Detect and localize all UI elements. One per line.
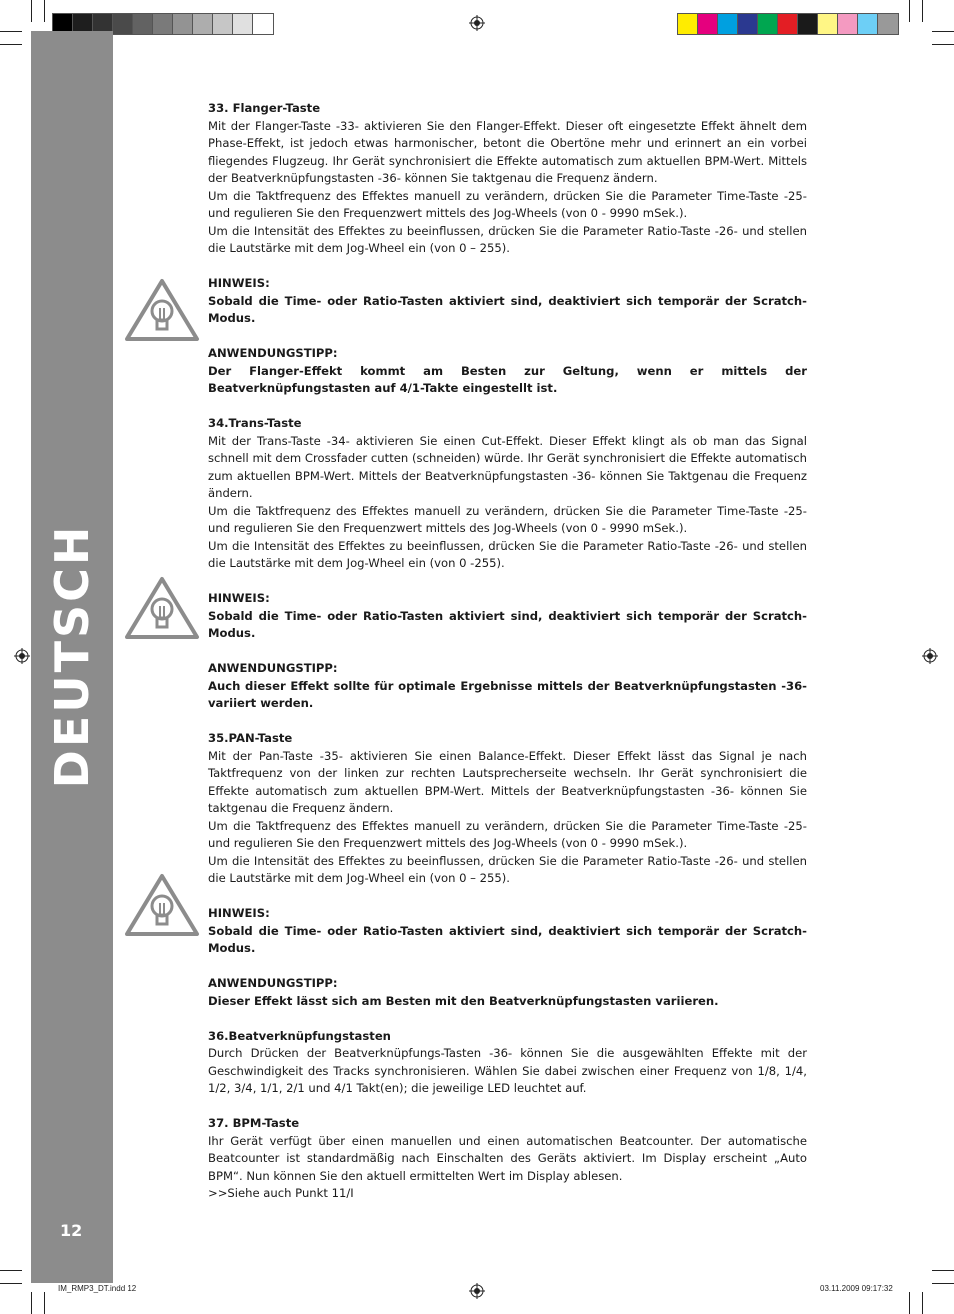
- cross-reference: >>Siehe auch Punkt 11/I: [208, 1186, 354, 1200]
- paragraph: Um die Taktfrequenz des Effektes manuell zu verändern, drücken Sie die Parameter Time-Taste -25- und regulieren Sie den Frequenzwert mittels des Jog-Wheels (von 0 - 9990 mSek.).: [208, 188, 807, 220]
- footer-filename: IM_RMP3_DT.indd 12: [58, 1284, 137, 1293]
- footer-timestamp: 03.11.2009 09:17:32: [820, 1284, 893, 1293]
- paragraph: Um die Intensität des Effektes zu beeinflussen, drücken Sie die Parameter Ratio-Taste -26- und stellen die Lautstärke mit dem Jog-Wheel ein (von 0 -255).: [208, 538, 807, 570]
- color-swatch: [778, 14, 798, 34]
- crop-mark: [932, 1283, 954, 1284]
- crop-mark: [31, 0, 32, 22]
- paragraph: Um die Intensität des Effektes zu beeinflussen, drücken Sie die Parameter Ratio-Taste -26- und stellen die Lautstärke mit dem Jog-Wheel ein (von 0 – 255).: [208, 223, 807, 255]
- section-title: 34.Trans-Taste: [208, 416, 302, 430]
- crop-mark: [932, 1270, 954, 1271]
- paragraph: Um die Intensität des Effektes zu beeinflussen, drücken Sie die Parameter Ratio-Taste -26- und stellen die Lautstärke mit dem Jog-Wheel ein (von 0 – 255).: [208, 853, 807, 885]
- paragraph: Mit der Flanger-Taste -33- aktivieren Sie den Flanger-Effekt. Dieser oft eingesetzte Effekt ähnelt dem Phase-Effekt, ist jedoch etwas harmonischer, betont die Obertöne mehr und erinnert an ein vorbei fliegendes Flugzeug. Ihr Gerät synchronisiert die Effekte automatisch zum aktuellen BPM-Wert. Mittels der Beatverknüpfungstasten -36- können Sie taktgenau die Frequenz ändern.: [208, 118, 807, 185]
- paragraph: Mit der Trans-Taste -34- aktivieren Sie einen Cut-Effekt. Dieser Effekt klingt als ob man das Signal schnell mit dem Crossfader cutten (schneiden) würde. Ihr Gerät synchronisiert die Effekte automatisch zum aktuellen BPM-Wert. Mittels der Beatverknüpfungstasten -36- können Sie Taktgenau die Frequenz ändern.: [208, 433, 807, 500]
- color-swatch: [233, 14, 253, 34]
- paragraph: Durch Drücken der Beatverknüpfungs-Tasten -36- können Sie die ausgewählten Effekte mit der Geschwindigkeit des Tracks synchronisieren. Wählen Sie dabei zwischen einer Frequenz von 1/8, 1/4, 1/2, 3/4, 1/1, 2/1 und 4/1 Takt(en); die jeweilige LED leuchtet auf.: [208, 1046, 807, 1095]
- process-color-bar: [677, 13, 899, 35]
- paragraph: Um die Taktfrequenz des Effektes manuell zu verändern, drücken Sie die Parameter Time-Taste -25- und regulieren Sie den Frequenzwert mittels des Jog-Wheels (von 0 - 9990 mSek.).: [208, 503, 807, 535]
- tip-text: Dieser Effekt lässt sich am Besten mit den Beatverknüpfungstasten variieren.: [208, 993, 719, 1008]
- registration-mark-icon: [922, 648, 938, 664]
- tip-label: ANWENDUNGSTIPP:: [208, 976, 338, 990]
- paragraph: Ihr Gerät verfügt über einen manuellen und einen automatischen Beatcounter. Der automatische Beatcounter ist standardmäßig nach Einschalten des Geräts aktiviert. Im Display erscheint „Auto BPM“. Nun können Sie den aktuell ermittelten Wert im Display ablesen.: [208, 1133, 807, 1183]
- language-title: DEUTSCH: [45, 523, 99, 789]
- crop-mark: [932, 31, 954, 32]
- crop-mark: [932, 44, 954, 45]
- color-swatch: [153, 14, 173, 34]
- crop-mark: [31, 1292, 32, 1314]
- crop-mark: [44, 1292, 45, 1314]
- tip-label: ANWENDUNGSTIPP:: [208, 346, 338, 360]
- section-title: 37. BPM-Taste: [208, 1116, 300, 1130]
- tip-label: ANWENDUNGSTIPP:: [208, 661, 338, 675]
- page-number: 12: [60, 1221, 83, 1240]
- color-swatch: [718, 14, 738, 34]
- registration-mark-icon: [469, 1283, 485, 1299]
- note-text: Sobald die Time- oder Ratio-Tasten aktiviert sind, deaktiviert sich temporär der Scratch-Modus.: [208, 608, 807, 640]
- crop-mark: [0, 1283, 22, 1284]
- paragraph: Mit der Pan-Taste -35- aktivieren Sie einen Balance-Effekt. Dieser Effekt lässt das Signal je nach Taktfrequenz von der linken zur rechten Lautsprecherseite wechseln. Ihr Gerät synchronisiert die Effekte automatisch zum aktuellen BPM-Wert. Mittels der Beatverknüpfungstasten -36- können Sie taktgenau die Frequenz ändern.: [208, 748, 807, 815]
- crop-mark: [909, 0, 910, 22]
- color-swatch: [133, 14, 153, 34]
- lightbulb-warning-icon: [124, 278, 200, 342]
- tip-text: Der Flanger-Effekt kommt am Besten zur Geltung, wenn er mittels der Beatverknüpfungstasten auf 4/1-Takte eingestellt ist.: [208, 363, 807, 395]
- note-text: Sobald die Time- oder Ratio-Tasten aktiviert sind, deaktiviert sich temporär der Scratch-Modus.: [208, 923, 807, 955]
- color-swatch: [193, 14, 213, 34]
- main-content: [208, 100, 807, 1203]
- color-swatch: [818, 14, 838, 34]
- registration-mark-icon: [14, 648, 30, 664]
- crop-mark: [922, 0, 923, 22]
- note-label: HINWEIS:: [208, 591, 270, 605]
- color-swatch: [678, 14, 698, 34]
- crop-mark: [909, 1292, 910, 1314]
- crop-mark: [0, 1270, 22, 1271]
- crop-mark: [922, 1292, 923, 1314]
- color-swatch: [213, 14, 233, 34]
- color-swatch: [798, 14, 818, 34]
- section-title: 36.Beatverknüpfungstasten: [208, 1028, 391, 1043]
- section-title: 35.PAN-Taste: [208, 731, 293, 745]
- lightbulb-warning-icon: [124, 873, 200, 937]
- note-label: HINWEIS:: [208, 906, 270, 920]
- note-text: Sobald die Time- oder Ratio-Tasten aktiviert sind, deaktiviert sich temporär der Scratch-Modus.: [208, 293, 807, 325]
- note-label: HINWEIS:: [208, 276, 270, 290]
- registration-mark-icon: [469, 15, 485, 31]
- color-swatch: [858, 14, 878, 34]
- crop-mark: [0, 31, 22, 32]
- color-swatch: [698, 14, 718, 34]
- crop-mark: [44, 0, 45, 22]
- color-swatch: [738, 14, 758, 34]
- color-swatch: [253, 14, 273, 34]
- color-swatch: [758, 14, 778, 34]
- section-title: 33. Flanger-Taste: [208, 101, 321, 115]
- color-swatch: [173, 14, 193, 34]
- crop-mark: [0, 44, 22, 45]
- paragraph: Um die Taktfrequenz des Effektes manuell zu verändern, drücken Sie die Parameter Time-Taste -25- und regulieren Sie den Frequenzwert mittels des Jog-Wheels (von 0 - 9990 mSek.).: [208, 818, 807, 850]
- color-swatch: [878, 14, 898, 34]
- color-swatch: [838, 14, 858, 34]
- lightbulb-warning-icon: [124, 576, 200, 640]
- color-swatch: [113, 14, 133, 34]
- tip-text: Auch dieser Effekt sollte für optimale Ergebnisse mittels der Beatverknüpfungstasten -36- variiert werden.: [208, 678, 807, 710]
